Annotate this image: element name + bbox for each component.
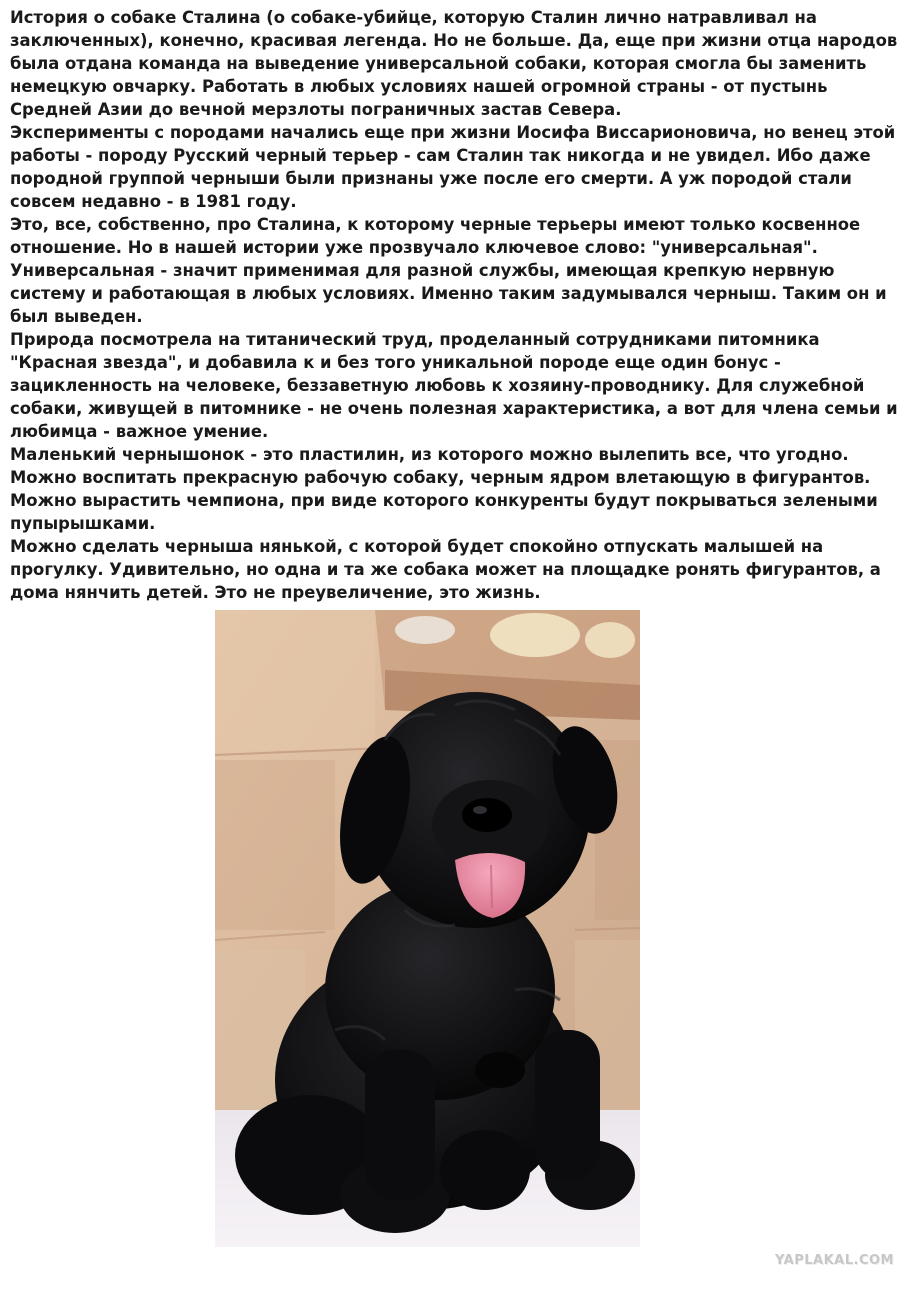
paragraph-5: Маленький чернышонок - это пластилин, из которого можно вылепить все, что угодно. Можно воспитать прекрасную рабочую собаку, черным ядром влетающую в фигурантов. Можно вырастить чемпиона, при виде которого конкуренты будут покрываться зелеными пупырышками. [10, 445, 878, 533]
paragraph-4: Природа посмотрела на титанический труд, проделанный сотрудниками питомника "Красная звезда", и добавила к и без того уникальной породе еще один бонус - зацикленность на человеке, беззаветную любовь к хозяину-проводнику. Для служебной собаки, живущей в питомнике - не очень полезная характеристика, а вот для члена семьи и любимца - важное умение. [10, 330, 898, 441]
watermark-text: YAPLAKAL.COM [775, 1253, 894, 1268]
paragraph-1: История о собаке Сталина (о собаке-убийце, которую Сталин лично натравливал на заключенных), конечно, красивая легенда. Но не больше. Да, еще при жизни отца народов была отдана команда на выведение универсальной собаки, которая смогла бы заменить немецкую овчарку. Работать в любых условиях нашей огромной страны - от пустынь Средней Азии до вечной мерзлоты пограничных застав Севера. [10, 8, 898, 119]
puppy-illustration [215, 610, 640, 1247]
puppy-photo [215, 610, 640, 1247]
article-text [10, 6, 910, 604]
paragraph-2: Эксперименты с породами начались еще при жизни Иосифа Виссарионовича, но венец этой работы - породу Русский черный терьер - сам Сталин так никогда и не увидел. Ибо даже породной группой черныши были признаны уже после его смерти. А уж породой стали совсем недавно - в 1981 году. [10, 123, 896, 211]
paragraph-3: Это, все, собственно, про Сталина, к которому черные терьеры имеют только косвенное отношение. Но в нашей истории уже прозвучало ключевое слово: "универсальная". Универсальная - значит применимая для разной службы, имеющая крепкую нервную систему и работающая в любых условиях. Именно таким задумывался черныш. Таким он и был выведен. [10, 215, 887, 326]
paragraph-6: Можно сделать черныша нянькой, с которой будет спокойно отпускать малышей на прогулку. Удивительно, но одна и та же собака может на площадке ронять фигурантов, а дома нянчить детей. Это не преувеличение, это жизнь. [10, 537, 881, 602]
